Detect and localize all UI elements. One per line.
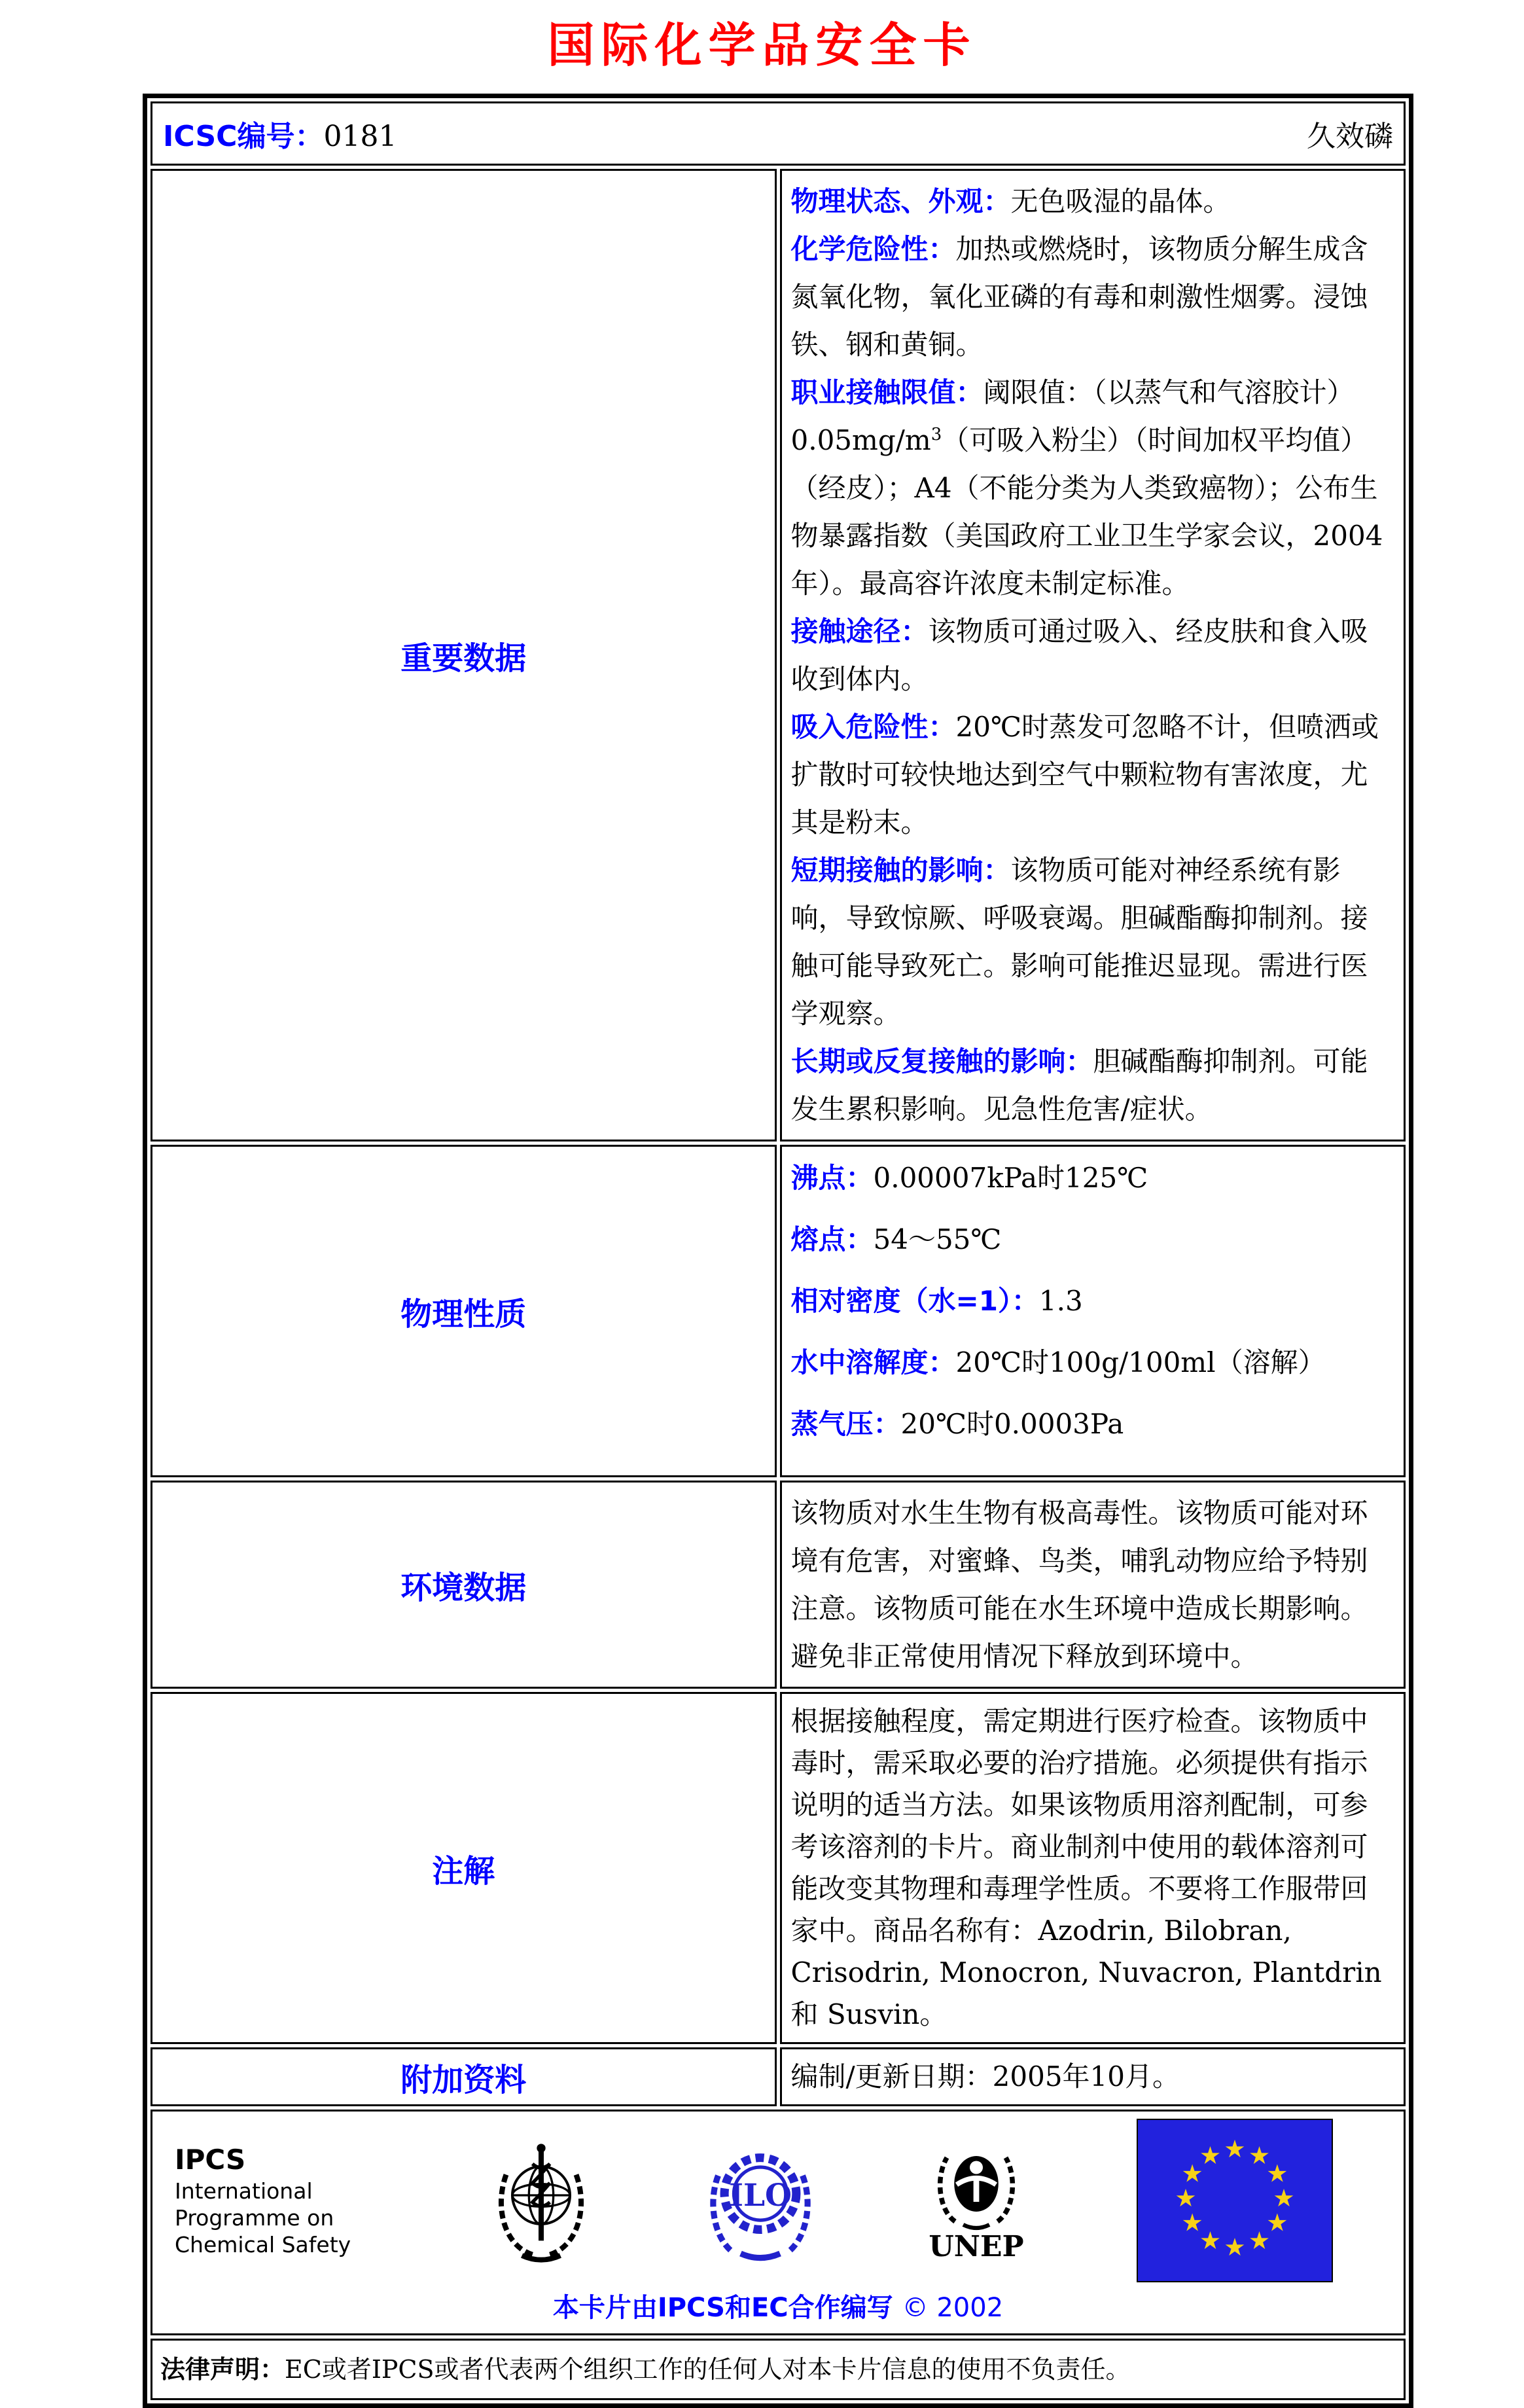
- row-logos: [151, 2110, 1406, 2335]
- section-label-environmental-data: 环境数据: [151, 1481, 777, 1689]
- field-routes-of-exposure: 接触途径：该物质可通过吸入、经皮肤和食入吸收到体内。: [790, 615, 1368, 696]
- field-occupational-exposure-limits: 职业接触限值：阈限值：（以蒸气和气溶胶计）$0.05mg/m^3$（可吸入粉尘）（时间加权平均值）（经皮）；A4（不能分类为人类致癌物）；公布生物暴露指数（美国政府工业卫生学家会议，2004年）。最高容许浓度未制定标准。: [790, 376, 1383, 600]
- section-label-additional-info: 附加资料: [151, 2047, 777, 2106]
- legal-label: 法律声明：: [160, 2355, 285, 2384]
- row-notes: [151, 1692, 1406, 2044]
- field-inhalation-risk: 吸入危险性：20℃时蒸发可忽略不计，但喷洒或扩散时可较快地达到空气中颗粒物有害浓度，尤其是粉末。: [790, 711, 1379, 839]
- safety-card: [143, 94, 1413, 2408]
- field-chemical-dangers: 化学危险性：加热或燃烧时，该物质分解生成含氮氧化物，氧化亚磷的有毒和刺激性烟雾。浸蚀铁、钢和黄铜。: [790, 233, 1368, 361]
- row-environmental-data: [151, 1481, 1406, 1689]
- field-physical-state: 物理状态、外观：无色吸湿的晶体。: [790, 185, 1231, 218]
- row-header: [151, 101, 1406, 166]
- field-long-term-effects: 长期或反复接触的影响：胆碱酯酶抑制剂。可能发生累积影响。见急性危害/症状。: [790, 1045, 1368, 1126]
- field-short-term-effects: 短期接触的影响：该物质可能对神经系统有影响，导致惊厥、呼吸衰竭。胆碱酯酶抑制剂。接触可能导致死亡。影响可能推迟显现。需进行医学观察。: [790, 854, 1368, 1030]
- row-additional-info: [151, 2047, 1406, 2106]
- unep-logo-icon: [927, 2140, 1025, 2264]
- row-physical-properties: [151, 1145, 1406, 1477]
- svg-text:ILO: ILO: [728, 2178, 792, 2214]
- field-water-solubility: 水中溶解度：20℃时100g/100ml（溶解）: [790, 1346, 1326, 1379]
- field-melting-point: 熔点：54～55℃: [790, 1223, 1002, 1256]
- section-label-notes: 注解: [151, 1692, 777, 2044]
- row-legal: [151, 2339, 1406, 2400]
- row-important-data: [151, 169, 1406, 1141]
- additional-info-content: 编制/更新日期：2005年10月。: [780, 2047, 1406, 2106]
- notes-content: 根据接触程度，需定期进行医疗检查。该物质中毒时，需采取必要的治疗措施。必须提供有指示说明的适当方法。如果该物质用溶剂配制，可参考该溶剂的卡片。商业制剂中使用的载体溶剂可能改变其物理和毒理学性质。不要将工作服带回家中。商品名称有：Azodrin, Bilobran, Crisodrin, Monocron, Nuvacron, Plantdrin和 Susvin。: [780, 1692, 1406, 2044]
- icsc-number-label: ICSC编号：: [163, 120, 324, 154]
- icsc-number: 0181: [323, 120, 397, 154]
- chemical-name: 久效磷: [1307, 120, 1393, 154]
- field-boiling-point: 沸点：0.00007kPa时125℃: [790, 1162, 1148, 1195]
- credit-line: 本卡片由IPCS和EC合作编写 © 2002: [552, 2293, 1004, 2324]
- ipcs-text-block: IPCS International Programme on Chemical Safety: [175, 2143, 391, 2258]
- icsc-number-field: [163, 113, 397, 154]
- section-label-important-data: 重要数据: [151, 169, 777, 1141]
- unep-wordmark: UNEP: [929, 2230, 1024, 2264]
- field-vapour-pressure: 蒸气压：20℃时0.0003Pa: [790, 1408, 1124, 1441]
- who-logo-icon: [489, 2138, 594, 2263]
- ilo-logo-icon: [705, 2138, 816, 2263]
- field-relative-density: 相对密度（水=1）：1.3: [790, 1285, 1083, 1318]
- physical-properties-content: [780, 1145, 1406, 1477]
- eu-flag-icon: [1137, 2119, 1333, 2282]
- header-cell: [151, 101, 1406, 166]
- legal-notice: [151, 2339, 1406, 2400]
- ipcs-title: IPCS: [175, 2144, 246, 2176]
- logos-cell: [151, 2110, 1406, 2335]
- page-title: 国际化学品安全卡: [547, 18, 977, 73]
- environmental-data-content: 该物质对水生生物有极高毒性。该物质可能对环境有危害，对蜜蜂、鸟类，哺乳动物应给予特别注意。该物质可能在水生环境中造成长期影响。避免非正常使用情况下释放到环境中。: [780, 1481, 1406, 1689]
- legal-text: EC或者IPCS或者代表两个组织工作的任何人对本卡片信息的使用不负责任。: [285, 2355, 1131, 2384]
- important-data-content: [780, 169, 1406, 1141]
- card-table: [147, 98, 1409, 2403]
- section-label-physical-properties: 物理性质: [151, 1145, 777, 1477]
